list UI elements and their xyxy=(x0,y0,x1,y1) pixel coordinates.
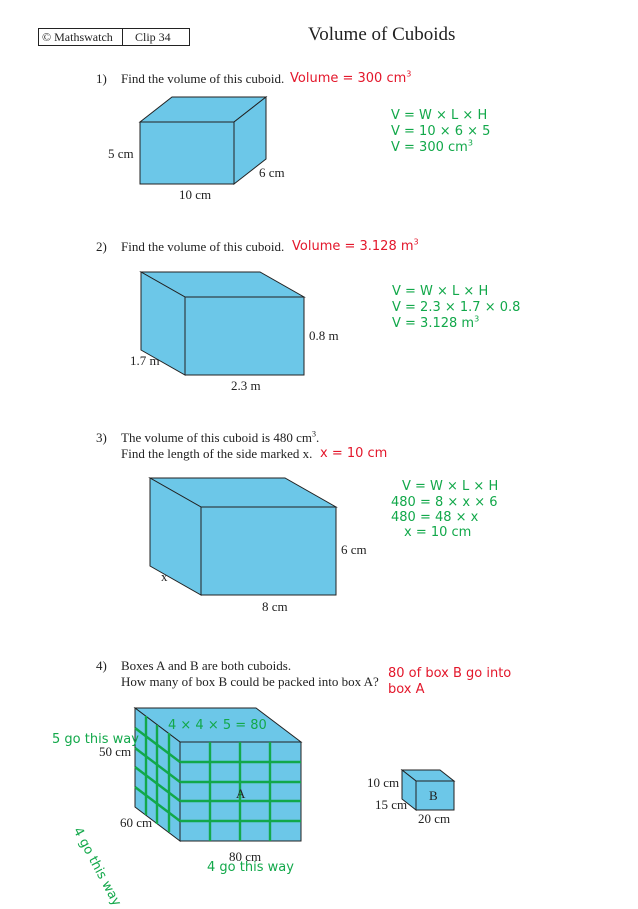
q3-height-label: 6 cm xyxy=(341,542,367,557)
q2-working-line: V = W × L × H xyxy=(392,284,489,299)
q4-note-bottom: 4 go this way xyxy=(207,860,294,875)
box-a-label: A xyxy=(236,786,246,801)
q1-working-line: V = W × L × H xyxy=(391,108,488,123)
q1-prompt: Find the volume of this cuboid. xyxy=(121,71,285,86)
box-b-depth-label: 15 cm xyxy=(375,797,408,812)
q2-working-line: V = 3.128 $m^3$ xyxy=(392,314,480,331)
q2-cuboid xyxy=(141,272,304,375)
q3-answer: x = 10 cm xyxy=(320,446,388,461)
box-b xyxy=(402,770,454,810)
box-a-height-label: 50 cm xyxy=(99,744,132,759)
q2-depth-label: 1.7 m xyxy=(130,353,160,368)
q3-cuboid-front xyxy=(201,507,336,595)
q4-answer-line2: box A xyxy=(388,682,425,697)
q2-prompt: Find the volume of this cuboid. xyxy=(121,239,285,254)
copyright-label: © Mathswatch xyxy=(39,29,123,45)
q3-number: 3) xyxy=(96,430,107,445)
q3-cuboid xyxy=(150,478,336,595)
q4-answer-line1: 80 of box B go into xyxy=(388,666,512,681)
q1-number: 1) xyxy=(96,71,107,86)
q1-working-line: V = 300 $cm^3$ xyxy=(391,138,473,155)
q1-width-label: 10 cm xyxy=(179,187,212,202)
q1-depth-label: 6 cm xyxy=(259,165,285,180)
box-b-height-label: 10 cm xyxy=(367,775,400,790)
box-a-depth-label: 60 cm xyxy=(120,815,153,830)
q3-working-line: 480 = 48 × x xyxy=(391,510,479,525)
clip-label: Clip 34 xyxy=(135,30,171,44)
q3-prompt-line1: The volume of this cuboid is 480 $cm^3$. xyxy=(121,429,320,445)
q4-number: 4) xyxy=(96,658,107,673)
q4-note-top: 4 × 4 × 5 = 80 xyxy=(168,718,267,733)
box-a-width-label: 80 cm xyxy=(229,849,262,864)
q2-height-label: 0.8 m xyxy=(309,328,339,343)
q3-width-label: 8 cm xyxy=(262,599,288,614)
q3-working-line: 480 = 8 × x × 6 xyxy=(391,495,498,510)
page-title: Volume of Cuboids xyxy=(308,24,456,45)
q3-prompt-line2: Find the length of the side marked x. xyxy=(121,446,313,461)
q1-working-line: V = 10 × 6 × 5 xyxy=(391,124,491,139)
q1-cuboid xyxy=(140,97,266,184)
q3-working-line: V = W × L × H xyxy=(402,479,499,494)
box-b-label: B xyxy=(429,788,438,803)
q2-cuboid-front xyxy=(185,297,304,375)
q3-depth-label: x xyxy=(161,569,168,584)
q2-width-label: 2.3 m xyxy=(231,378,261,393)
q2-answer: Volume = 3.128 $m^3$ xyxy=(292,237,419,254)
q2-working-line: V = 2.3 × 1.7 × 0.8 xyxy=(392,300,521,315)
q1-answer: Volume = 300 $cm^3$ xyxy=(290,69,412,86)
q2-number: 2) xyxy=(96,239,107,254)
q4-prompt-line1: Boxes A and B are both cuboids. xyxy=(121,658,292,673)
box-b-width-label: 20 cm xyxy=(418,811,451,826)
q1-cuboid-front xyxy=(140,122,234,184)
q4-note-diagonal: 4 go this way xyxy=(69,825,124,909)
q4-prompt-line2: How many of box B could be packed into box A? xyxy=(121,674,379,689)
q4-note-left: 5 go this way xyxy=(52,732,139,747)
q3-working-line: x = 10 cm xyxy=(404,525,472,540)
q1-height-label: 5 cm xyxy=(108,146,134,161)
